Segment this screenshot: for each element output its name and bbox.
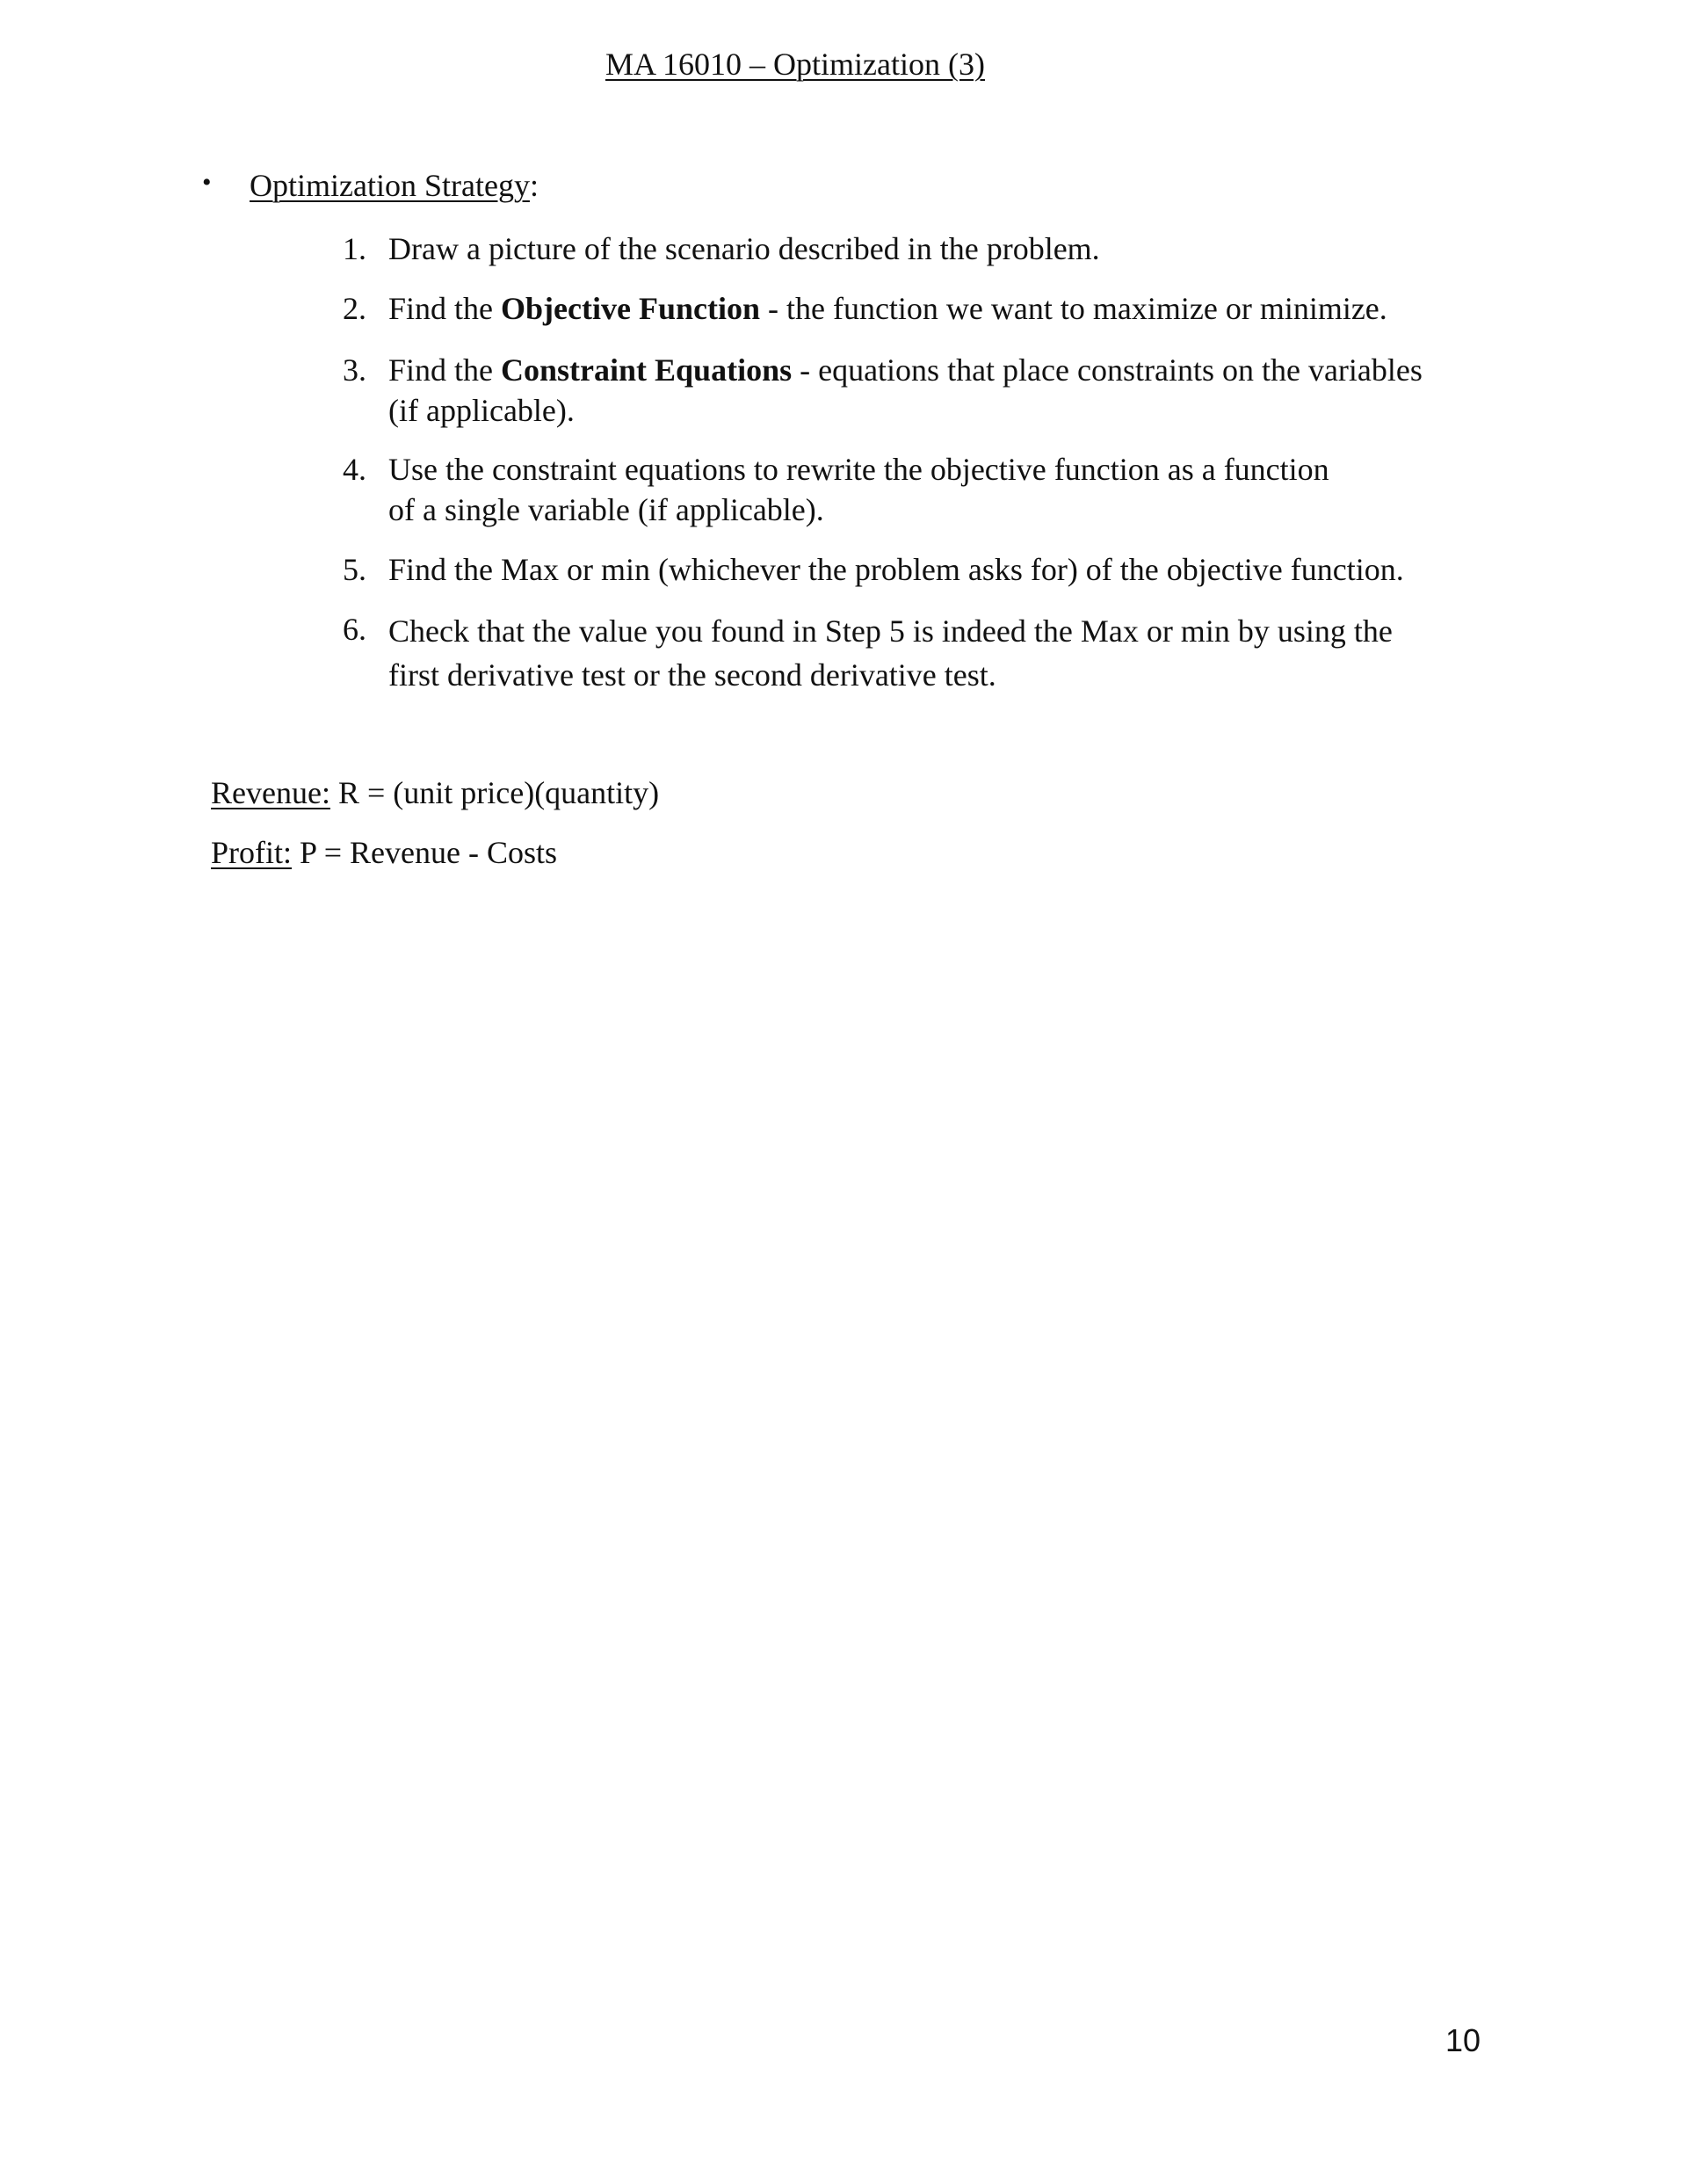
constraint-equations-term: Constraint Equations xyxy=(501,352,793,388)
step-number: 2. xyxy=(343,291,366,326)
step-text: Find the Max or min (whichever the problem asks for) of the objective function. xyxy=(388,552,1404,587)
list-item xyxy=(343,288,1467,329)
step-number: 5. xyxy=(343,552,366,587)
objective-function-term: Objective Function xyxy=(501,291,760,326)
step-text xyxy=(388,350,1423,431)
list-item xyxy=(343,350,1423,431)
profit-label: Profit: xyxy=(211,835,293,870)
step-text xyxy=(388,288,1467,329)
step-number: 1. xyxy=(343,231,366,266)
list-item xyxy=(343,449,1362,530)
step-number: 4. xyxy=(343,452,366,487)
step-text: Draw a picture of the scenario described in the problem. xyxy=(388,231,1100,266)
step-text: Check that the value you found in Step 5 is indeed the Max or min by using the first derivative test or the second derivative test. xyxy=(388,613,1393,693)
strategy-heading-colon: : xyxy=(529,168,539,203)
strategy-heading-text: Optimization Strategy xyxy=(250,168,530,203)
step-number: 3. xyxy=(343,352,366,388)
step-number: 6. xyxy=(343,612,366,647)
profit-formula xyxy=(211,834,557,872)
step-text-suffix: - equations that place constraints on the variables (if applicable). xyxy=(388,352,1423,428)
revenue-expression: R = (unit price)(quantity) xyxy=(329,775,660,810)
page-number: 10 xyxy=(1445,2022,1481,2058)
bullet-icon: • xyxy=(202,168,212,197)
step-text-suffix: - the function we want to maximize or minimize. xyxy=(759,291,1387,326)
profit-expression: P = Revenue - Costs xyxy=(292,835,557,870)
step-text-prefix: Find the xyxy=(388,352,502,388)
strategy-heading xyxy=(202,167,539,205)
revenue-label: Revenue: xyxy=(211,775,330,810)
list-item xyxy=(343,549,1467,590)
step-text-prefix: Find the xyxy=(388,291,502,326)
list-item xyxy=(343,609,1397,697)
revenue-formula xyxy=(211,774,659,812)
list-item xyxy=(343,229,1467,269)
page-title: MA 16010 – Optimization (3) xyxy=(605,47,985,82)
step-text: Use the constraint equations to rewrite the objective function as a function of a single variable (if applicable). xyxy=(388,452,1329,527)
